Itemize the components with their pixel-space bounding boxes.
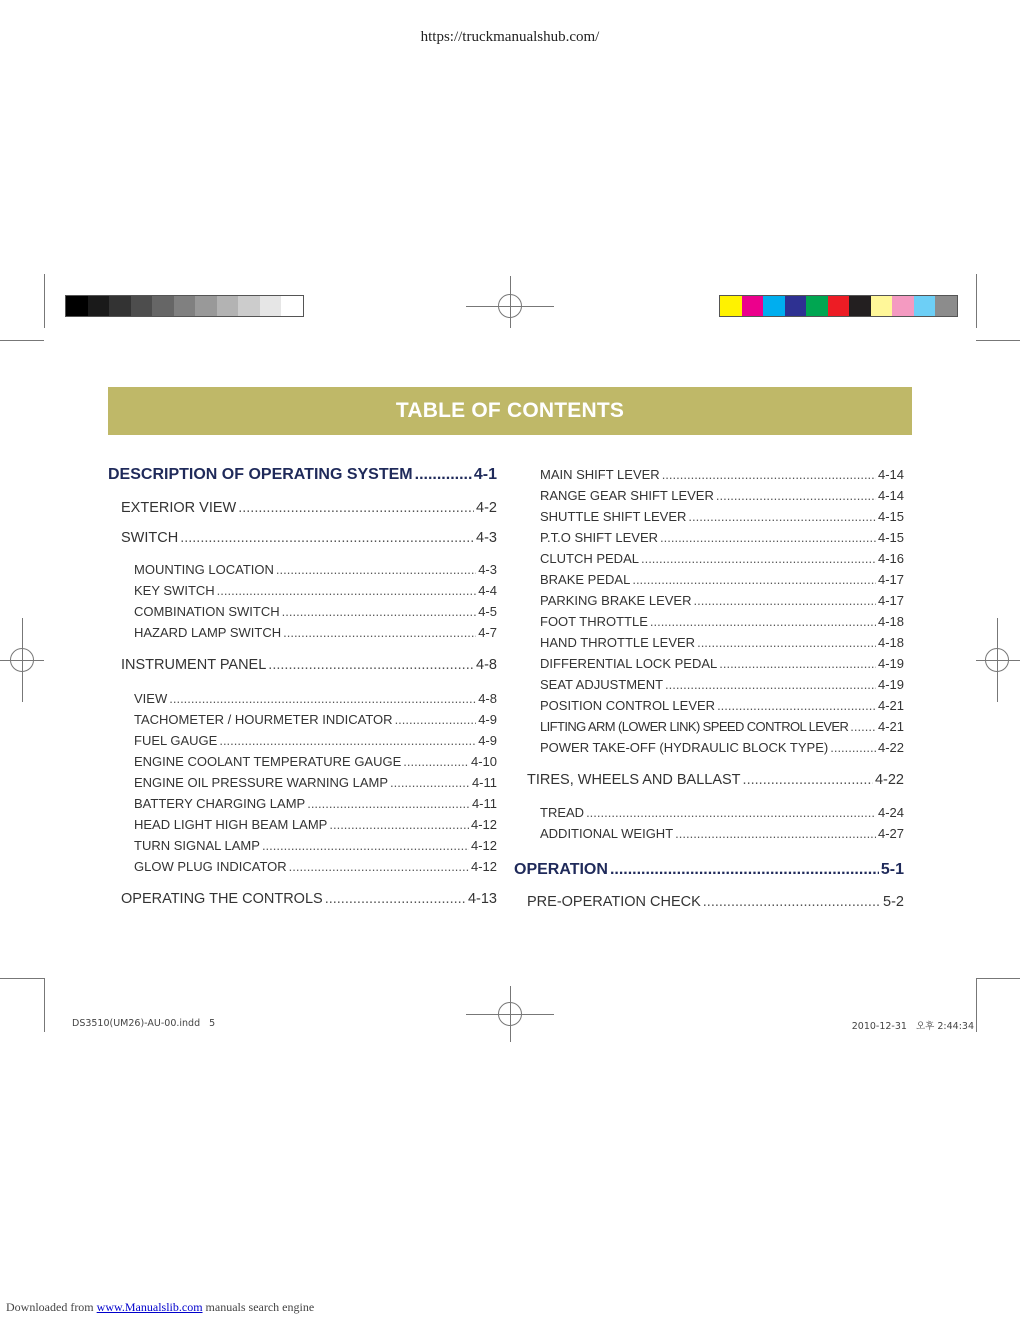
toc-entry-label: MAIN SHIFT LEVER: [540, 467, 660, 482]
color-swatch: [131, 296, 153, 316]
toc-entry-page: 4-12: [470, 838, 497, 853]
registration-mark: [997, 618, 998, 702]
toc-entry-label: RANGE GEAR SHIFT LEVER: [540, 488, 714, 503]
toc-entry[interactable]: [134, 691, 497, 706]
toc-entry-label: OPERATION: [514, 861, 608, 878]
toc-entry-page: 4-12: [470, 859, 497, 874]
toc-entry-page: 4-12: [470, 817, 497, 832]
toc-entry-page: 4-16: [877, 551, 904, 566]
toc-entry-label: EXTERIOR VIEW: [121, 500, 237, 516]
manualslib-link[interactable]: www.Manualslib.com: [96, 1300, 203, 1314]
toc-entry[interactable]: [540, 572, 904, 587]
crop-mark: [44, 978, 45, 1032]
toc-entry-label: DIFFERENTIAL LOCK PEDAL: [540, 656, 718, 671]
toc-entry-label: VIEW: [134, 691, 168, 706]
toc-entry-label: LIFTING ARM (LOWER LINK) SPEED CONTROL LEVER: [540, 719, 849, 734]
toc-leader-dots: [238, 500, 474, 516]
toc-entry[interactable]: [121, 891, 497, 907]
toc-leader-dots: [697, 635, 876, 650]
toc-entry[interactable]: [121, 530, 497, 546]
toc-entry-page: 4-3: [478, 562, 497, 577]
toc-entry[interactable]: [121, 500, 497, 516]
toc-entry[interactable]: [108, 466, 497, 484]
toc-entry[interactable]: [514, 861, 904, 879]
color-swatch: [914, 296, 936, 316]
toc-entry[interactable]: [540, 698, 904, 713]
toc-entry-label: TURN SIGNAL LAMP: [134, 838, 260, 853]
toc-entry-label: GLOW PLUG INDICATOR: [134, 859, 287, 874]
toc-entry[interactable]: [540, 509, 904, 524]
toc-leader-dots: [217, 583, 477, 598]
toc-entry-page: 4-19: [877, 677, 904, 692]
toc-entry[interactable]: [540, 656, 904, 671]
crop-mark: [976, 340, 1020, 341]
toc-entry-label: ENGINE OIL PRESSURE WARNING LAMP: [134, 775, 389, 790]
toc-entry[interactable]: [540, 677, 904, 692]
color-swatch: [152, 296, 174, 316]
color-swatch: [828, 296, 850, 316]
toc-entry-page: 4-17: [877, 593, 904, 608]
toc-leader-dots: [610, 861, 879, 879]
toc-entry-page: 4-19: [877, 656, 904, 671]
color-swatch: [109, 296, 131, 316]
toc-leader-dots: [716, 488, 876, 503]
toc-entry[interactable]: [540, 488, 904, 503]
toc-entry-page: 4-3: [476, 530, 497, 546]
toc-entry-label: INSTRUMENT PANEL: [121, 657, 267, 673]
toc-leader-dots: [850, 719, 876, 734]
toc-entry-label: FUEL GAUGE: [134, 733, 218, 748]
toc-entry[interactable]: [134, 733, 497, 748]
toc-leader-dots: [743, 772, 873, 788]
toc-entry-page: 5-1: [880, 861, 904, 878]
toc-entry-label: HAZARD LAMP SWITCH: [134, 625, 282, 640]
footer-file: DS3510(UM26)-AU-00.indd 5: [72, 1018, 216, 1029]
crop-mark: [44, 274, 45, 328]
color-swatch: [935, 296, 957, 316]
toc-entry-page: 4-5: [478, 604, 497, 619]
toc-leader-dots: [180, 530, 474, 546]
toc-leader-dots: [830, 740, 876, 755]
toc-entry-page: 4-9: [478, 712, 497, 727]
toc-leader-dots: [262, 838, 469, 853]
toc-entry-page: 4-10: [470, 754, 497, 769]
toc-entry-page: 4-21: [877, 719, 904, 734]
toc-entry-page: 4-21: [877, 698, 904, 713]
download-prefix: Downloaded from: [6, 1300, 94, 1314]
crop-mark: [0, 340, 44, 341]
toc-entry-page: 4-1: [473, 466, 497, 483]
toc-entry[interactable]: [540, 635, 904, 650]
toc-entry-page: 4-14: [877, 467, 904, 482]
toc-entry[interactable]: [134, 817, 497, 832]
color-swatch: [217, 296, 239, 316]
toc-entry[interactable]: [540, 530, 904, 545]
toc-entry-page: 4-4: [478, 583, 497, 598]
toc-entry[interactable]: [527, 894, 904, 910]
color-swatch: [742, 296, 764, 316]
registration-mark: [22, 618, 23, 702]
toc-leader-dots: [325, 891, 466, 907]
toc-entry[interactable]: [121, 657, 497, 673]
page-title: TABLE OF CONTENTS: [395, 399, 625, 422]
toc-entry-page: 4-22: [874, 772, 904, 788]
color-swatch: [849, 296, 871, 316]
toc-entry-label: PARKING BRAKE LEVER: [540, 593, 692, 608]
toc-entry[interactable]: [540, 467, 904, 482]
toc-entry[interactable]: [540, 551, 904, 566]
toc-leader-dots: [282, 604, 477, 619]
color-swatch: [260, 296, 282, 316]
toc-entry-label: P.T.O SHIFT LEVER: [540, 530, 659, 545]
toc-entry-label: SEAT ADJUSTMENT: [540, 677, 664, 692]
toc-entry-label: MOUNTING LOCATION: [134, 562, 274, 577]
toc-leader-dots: [688, 509, 876, 524]
toc-entry-page: 4-27: [877, 826, 904, 841]
toc-entry-label: HAND THROTTLE LEVER: [540, 635, 696, 650]
crop-mark: [976, 274, 977, 328]
toc-entry-page: 4-22: [877, 740, 904, 755]
toc-entry[interactable]: [134, 625, 497, 640]
toc-entry[interactable]: [527, 772, 904, 788]
toc-entry-label: CLUTCH PEDAL: [540, 551, 639, 566]
toc-leader-dots: [693, 593, 875, 608]
toc-leader-dots: [641, 551, 876, 566]
toc-entry-page: 4-2: [476, 500, 497, 516]
toc-entry-label: COMBINATION SWITCH: [134, 604, 280, 619]
toc-entry-label: FOOT THROTTLE: [540, 614, 648, 629]
toc-entry[interactable]: [540, 719, 904, 734]
color-swatch: [281, 296, 303, 316]
toc-entry-label: BATTERY CHARGING LAMP: [134, 796, 306, 811]
toc-entry[interactable]: [540, 593, 904, 608]
color-swatch: [785, 296, 807, 316]
crop-mark: [0, 978, 44, 979]
toc-entry-label: SWITCH: [121, 530, 179, 546]
color-swatch: [88, 296, 110, 316]
toc-leader-dots: [662, 467, 876, 482]
toc-leader-dots: [650, 614, 876, 629]
toc-entry[interactable]: [134, 775, 497, 790]
toc-leader-dots: [329, 817, 469, 832]
toc-entry[interactable]: [134, 604, 497, 619]
toc-leader-dots: [586, 805, 876, 820]
color-swatch: [195, 296, 217, 316]
toc-leader-dots: [169, 691, 476, 706]
toc-entry-page: 4-9: [478, 733, 497, 748]
crop-mark: [976, 978, 977, 1032]
toc-entry[interactable]: [540, 826, 904, 841]
toc-leader-dots: [268, 657, 474, 673]
toc-entry-label: DESCRIPTION OF OPERATING SYSTEM: [108, 466, 413, 483]
color-swatch: [806, 296, 828, 316]
toc-entry-page: 4-8: [478, 691, 497, 706]
toc-entry-label: TIRES, WHEELS AND BALLAST: [527, 772, 741, 788]
toc-leader-dots: [219, 733, 476, 748]
toc-entry-label: POSITION CONTROL LEVER: [540, 698, 716, 713]
toc-entry[interactable]: [540, 740, 904, 755]
toc-leader-dots: [390, 775, 470, 790]
toc-entry[interactable]: [540, 805, 904, 820]
toc-entry[interactable]: [134, 583, 497, 598]
toc-entry-page: 4-14: [877, 488, 904, 503]
toc-entry-page: 4-17: [877, 572, 904, 587]
toc-leader-dots: [415, 466, 472, 484]
toc-entry-page: 4-11: [471, 775, 497, 790]
registration-mark: [976, 660, 1020, 661]
toc-leader-dots: [403, 754, 469, 769]
toc-leader-dots: [719, 656, 876, 671]
toc-entry[interactable]: [134, 859, 497, 874]
toc-entry[interactable]: [134, 754, 497, 769]
color-swatch: [871, 296, 893, 316]
toc-leader-dots: [665, 677, 876, 692]
toc-leader-dots: [717, 698, 876, 713]
toc-entry-label: TACHOMETER / HOURMETER INDICATOR: [134, 712, 393, 727]
toc-entry-label: BRAKE PEDAL: [540, 572, 631, 587]
color-swatch: [720, 296, 742, 316]
toc-entry[interactable]: [134, 562, 497, 577]
crop-mark: [976, 978, 1020, 979]
toc-entry-page: 4-13: [467, 891, 497, 907]
download-suffix: manuals search engine: [205, 1300, 315, 1314]
footer-timestamp: 2010-12-31 오후 2:44:34: [851, 1021, 974, 1032]
toc-leader-dots: [632, 572, 876, 587]
registration-mark: [510, 986, 511, 1042]
toc-entry-page: 4-15: [877, 530, 904, 545]
toc-entry-page: 5-2: [883, 894, 904, 910]
toc-entry[interactable]: [540, 614, 904, 629]
toc-leader-dots: [276, 562, 476, 577]
toc-entry-label: PRE-OPERATION CHECK: [527, 894, 701, 910]
toc-entry-label: SHUTTLE SHIFT LEVER: [540, 509, 687, 524]
color-swatch: [238, 296, 260, 316]
toc-entry-page: 4-7: [478, 625, 497, 640]
toc-leader-dots: [283, 625, 476, 640]
toc-leader-dots: [395, 712, 477, 727]
toc-entry[interactable]: [134, 838, 497, 853]
toc-entry[interactable]: [134, 712, 497, 727]
toc-entry-page: 4-24: [877, 805, 904, 820]
toc-entry-page: 4-18: [877, 614, 904, 629]
color-swatch-strip: [719, 295, 958, 317]
color-swatch: [892, 296, 914, 316]
toc-entry-page: 4-15: [877, 509, 904, 524]
title-bar: [108, 387, 912, 435]
toc-entry-label: ENGINE COOLANT TEMPERATURE GAUGE: [134, 754, 402, 769]
color-swatch: [66, 296, 88, 316]
toc-entry-label: ADDITIONAL WEIGHT: [540, 826, 674, 841]
toc-leader-dots: [660, 530, 876, 545]
toc-leader-dots: [703, 894, 881, 910]
toc-leader-dots: [307, 796, 470, 811]
toc-entry-page: 4-8: [476, 657, 497, 673]
toc-entry-label: TREAD: [540, 805, 585, 820]
color-swatch: [763, 296, 785, 316]
color-swatch: [174, 296, 196, 316]
toc-entry-label: POWER TAKE-OFF (HYDRAULIC BLOCK TYPE): [540, 740, 829, 755]
toc-leader-dots: [289, 859, 469, 874]
download-note: [6, 1300, 314, 1315]
toc-entry[interactable]: [134, 796, 497, 811]
registration-mark: [510, 276, 511, 328]
header-url: https://truckmanualshub.com/: [420, 29, 600, 45]
toc-entry-page: 4-11: [471, 796, 497, 811]
toc-entry-label: OPERATING THE CONTROLS: [121, 891, 323, 907]
toc-entry-label: KEY SWITCH: [134, 583, 215, 598]
gray-swatch-strip: [65, 295, 304, 317]
toc-leader-dots: [675, 826, 876, 841]
toc-entry-label: HEAD LIGHT HIGH BEAM LAMP: [134, 817, 328, 832]
toc-entry-page: 4-18: [877, 635, 904, 650]
